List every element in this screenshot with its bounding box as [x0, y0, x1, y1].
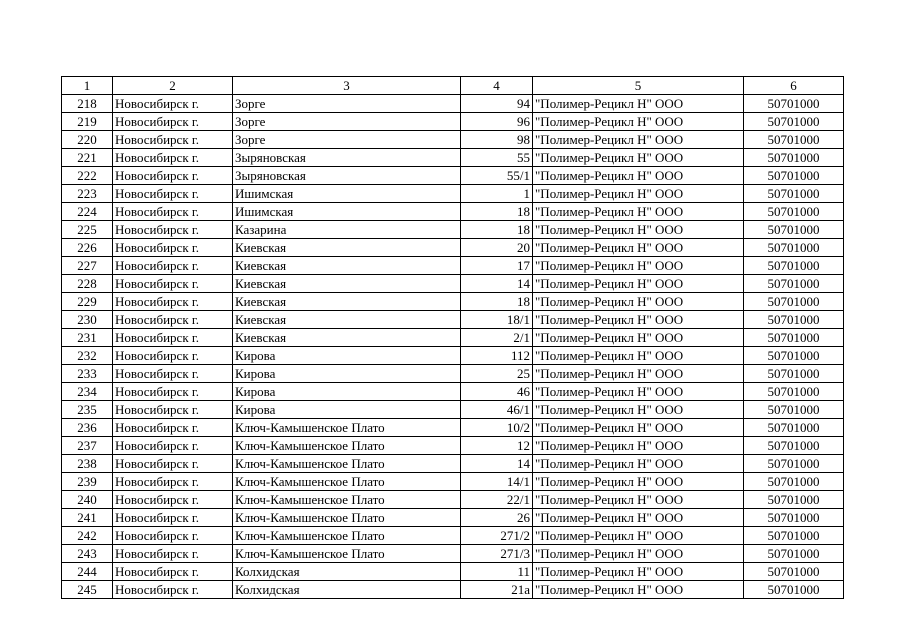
house-number-cell: 11 [461, 563, 533, 581]
house-number-cell: 18/1 [461, 311, 533, 329]
organization-cell: "Полимер-Рецикл Н" ООО [533, 221, 744, 239]
city-cell: Новосибирск г. [113, 473, 233, 491]
house-number-cell: 112 [461, 347, 533, 365]
row-number-cell: 232 [62, 347, 113, 365]
organization-cell: "Полимер-Рецикл Н" ООО [533, 401, 744, 419]
organization-cell: "Полимер-Рецикл Н" ООО [533, 167, 744, 185]
table-row [62, 581, 844, 599]
organization-cell: "Полимер-Рецикл Н" ООО [533, 239, 744, 257]
city-cell: Новосибирск г. [113, 527, 233, 545]
house-number-cell: 18 [461, 293, 533, 311]
house-number-cell: 14 [461, 455, 533, 473]
house-number-cell: 98 [461, 131, 533, 149]
oktmo-code-cell: 50701000 [744, 509, 844, 527]
oktmo-code-cell: 50701000 [744, 419, 844, 437]
street-cell: Кирова [233, 347, 461, 365]
house-number-cell: 14/1 [461, 473, 533, 491]
organization-cell: "Полимер-Рецикл Н" ООО [533, 581, 744, 599]
street-cell: Зорге [233, 113, 461, 131]
oktmo-code-cell: 50701000 [744, 455, 844, 473]
organization-cell: "Полимер-Рецикл Н" ООО [533, 563, 744, 581]
city-cell: Новосибирск г. [113, 293, 233, 311]
organization-cell: "Полимер-Рецикл Н" ООО [533, 149, 744, 167]
organization-cell: "Полимер-Рецикл Н" ООО [533, 347, 744, 365]
city-cell: Новосибирск г. [113, 401, 233, 419]
row-number-cell: 243 [62, 545, 113, 563]
oktmo-code-cell: 50701000 [744, 113, 844, 131]
row-number-cell: 234 [62, 383, 113, 401]
table-row [62, 203, 844, 221]
oktmo-code-cell: 50701000 [744, 95, 844, 113]
table-row [62, 437, 844, 455]
house-number-cell: 18 [461, 203, 533, 221]
oktmo-code-cell: 50701000 [744, 149, 844, 167]
header-col-1: 1 [62, 77, 113, 95]
street-cell: Зорге [233, 131, 461, 149]
row-number-cell: 227 [62, 257, 113, 275]
city-cell: Новосибирск г. [113, 113, 233, 131]
organization-cell: "Полимер-Рецикл Н" ООО [533, 131, 744, 149]
house-number-cell: 2/1 [461, 329, 533, 347]
table-row [62, 221, 844, 239]
city-cell: Новосибирск г. [113, 203, 233, 221]
oktmo-code-cell: 50701000 [744, 185, 844, 203]
organization-cell: "Полимер-Рецикл Н" ООО [533, 527, 744, 545]
organization-cell: "Полимер-Рецикл Н" ООО [533, 293, 744, 311]
street-cell: Казарина [233, 221, 461, 239]
city-cell: Новосибирск г. [113, 257, 233, 275]
city-cell: Новосибирск г. [113, 509, 233, 527]
row-number-cell: 240 [62, 491, 113, 509]
street-cell: Ключ-Камышенское Плато [233, 437, 461, 455]
city-cell: Новосибирск г. [113, 545, 233, 563]
table-row [62, 113, 844, 131]
table-row [62, 95, 844, 113]
organization-cell: "Полимер-Рецикл Н" ООО [533, 185, 744, 203]
house-number-cell: 46/1 [461, 401, 533, 419]
city-cell: Новосибирск г. [113, 95, 233, 113]
city-cell: Новосибирск г. [113, 581, 233, 599]
row-number-cell: 225 [62, 221, 113, 239]
organization-cell: "Полимер-Рецикл Н" ООО [533, 545, 744, 563]
city-cell: Новосибирск г. [113, 149, 233, 167]
oktmo-code-cell: 50701000 [744, 239, 844, 257]
street-cell: Ключ-Камышенское Плато [233, 455, 461, 473]
house-number-cell: 55 [461, 149, 533, 167]
table-row [62, 185, 844, 203]
street-cell: Ключ-Камышенское Плато [233, 527, 461, 545]
table-row [62, 167, 844, 185]
oktmo-code-cell: 50701000 [744, 563, 844, 581]
row-number-cell: 219 [62, 113, 113, 131]
house-number-cell: 14 [461, 275, 533, 293]
oktmo-code-cell: 50701000 [744, 581, 844, 599]
city-cell: Новосибирск г. [113, 563, 233, 581]
house-number-cell: 96 [461, 113, 533, 131]
organization-cell: "Полимер-Рецикл Н" ООО [533, 311, 744, 329]
street-cell: Киевская [233, 239, 461, 257]
header-col-3: 3 [233, 77, 461, 95]
organization-cell: "Полимер-Рецикл Н" ООО [533, 437, 744, 455]
table-row [62, 347, 844, 365]
table-row [62, 329, 844, 347]
oktmo-code-cell: 50701000 [744, 275, 844, 293]
street-cell: Киевская [233, 293, 461, 311]
table-row [62, 257, 844, 275]
oktmo-code-cell: 50701000 [744, 293, 844, 311]
address-table [61, 76, 844, 599]
house-number-cell: 18 [461, 221, 533, 239]
table-row [62, 365, 844, 383]
row-number-cell: 245 [62, 581, 113, 599]
oktmo-code-cell: 50701000 [744, 473, 844, 491]
row-number-cell: 236 [62, 419, 113, 437]
row-number-cell: 239 [62, 473, 113, 491]
row-number-cell: 229 [62, 293, 113, 311]
city-cell: Новосибирск г. [113, 491, 233, 509]
row-number-cell: 226 [62, 239, 113, 257]
house-number-cell: 10/2 [461, 419, 533, 437]
house-number-cell: 46 [461, 383, 533, 401]
table-row [62, 383, 844, 401]
table-row [62, 491, 844, 509]
table-row [62, 455, 844, 473]
city-cell: Новосибирск г. [113, 185, 233, 203]
street-cell: Колхидская [233, 563, 461, 581]
street-cell: Зыряновская [233, 149, 461, 167]
house-number-cell: 271/2 [461, 527, 533, 545]
street-cell: Ключ-Камышенское Плато [233, 473, 461, 491]
oktmo-code-cell: 50701000 [744, 329, 844, 347]
street-cell: Колхидская [233, 581, 461, 599]
house-number-cell: 22/1 [461, 491, 533, 509]
row-number-cell: 242 [62, 527, 113, 545]
house-number-cell: 17 [461, 257, 533, 275]
street-cell: Зыряновская [233, 167, 461, 185]
row-number-cell: 224 [62, 203, 113, 221]
city-cell: Новосибирск г. [113, 329, 233, 347]
city-cell: Новосибирск г. [113, 167, 233, 185]
city-cell: Новосибирск г. [113, 365, 233, 383]
city-cell: Новосибирск г. [113, 131, 233, 149]
oktmo-code-cell: 50701000 [744, 347, 844, 365]
row-number-cell: 238 [62, 455, 113, 473]
organization-cell: "Полимер-Рецикл Н" ООО [533, 257, 744, 275]
row-number-cell: 220 [62, 131, 113, 149]
oktmo-code-cell: 50701000 [744, 365, 844, 383]
organization-cell: "Полимер-Рецикл Н" ООО [533, 383, 744, 401]
city-cell: Новосибирск г. [113, 347, 233, 365]
organization-cell: "Полимер-Рецикл Н" ООО [533, 329, 744, 347]
table-row [62, 311, 844, 329]
street-cell: Ключ-Камышенское Плато [233, 491, 461, 509]
oktmo-code-cell: 50701000 [744, 491, 844, 509]
street-cell: Киевская [233, 275, 461, 293]
organization-cell: "Полимер-Рецикл Н" ООО [533, 419, 744, 437]
oktmo-code-cell: 50701000 [744, 527, 844, 545]
oktmo-code-cell: 50701000 [744, 167, 844, 185]
table-row [62, 527, 844, 545]
table-row [62, 293, 844, 311]
city-cell: Новосибирск г. [113, 221, 233, 239]
oktmo-code-cell: 50701000 [744, 383, 844, 401]
table-body [62, 77, 844, 599]
street-cell: Ключ-Камышенское Плато [233, 419, 461, 437]
organization-cell: "Полимер-Рецикл Н" ООО [533, 491, 744, 509]
table-row [62, 419, 844, 437]
organization-cell: "Полимер-Рецикл Н" ООО [533, 455, 744, 473]
street-cell: Киевская [233, 311, 461, 329]
street-cell: Зорге [233, 95, 461, 113]
city-cell: Новосибирск г. [113, 275, 233, 293]
oktmo-code-cell: 50701000 [744, 257, 844, 275]
table-header-row [62, 77, 844, 95]
house-number-cell: 55/1 [461, 167, 533, 185]
street-cell: Ишимская [233, 203, 461, 221]
row-number-cell: 233 [62, 365, 113, 383]
oktmo-code-cell: 50701000 [744, 545, 844, 563]
oktmo-code-cell: 50701000 [744, 221, 844, 239]
organization-cell: "Полимер-Рецикл Н" ООО [533, 203, 744, 221]
table-row [62, 275, 844, 293]
oktmo-code-cell: 50701000 [744, 437, 844, 455]
city-cell: Новосибирск г. [113, 437, 233, 455]
table-row [62, 401, 844, 419]
table-row [62, 131, 844, 149]
house-number-cell: 12 [461, 437, 533, 455]
street-cell: Кирова [233, 365, 461, 383]
organization-cell: "Полимер-Рецикл Н" ООО [533, 95, 744, 113]
city-cell: Новосибирск г. [113, 311, 233, 329]
organization-cell: "Полимер-Рецикл Н" ООО [533, 113, 744, 131]
house-number-cell: 26 [461, 509, 533, 527]
house-number-cell: 21а [461, 581, 533, 599]
table-row [62, 239, 844, 257]
row-number-cell: 223 [62, 185, 113, 203]
street-cell: Кирова [233, 401, 461, 419]
oktmo-code-cell: 50701000 [744, 311, 844, 329]
table-row [62, 563, 844, 581]
street-cell: Киевская [233, 329, 461, 347]
header-col-5: 5 [533, 77, 744, 95]
row-number-cell: 244 [62, 563, 113, 581]
city-cell: Новосибирск г. [113, 419, 233, 437]
table-row [62, 545, 844, 563]
row-number-cell: 235 [62, 401, 113, 419]
house-number-cell: 94 [461, 95, 533, 113]
organization-cell: "Полимер-Рецикл Н" ООО [533, 275, 744, 293]
organization-cell: "Полимер-Рецикл Н" ООО [533, 365, 744, 383]
city-cell: Новосибирск г. [113, 239, 233, 257]
table-row [62, 473, 844, 491]
city-cell: Новосибирск г. [113, 383, 233, 401]
row-number-cell: 218 [62, 95, 113, 113]
city-cell: Новосибирск г. [113, 455, 233, 473]
house-number-cell: 25 [461, 365, 533, 383]
street-cell: Кирова [233, 383, 461, 401]
row-number-cell: 221 [62, 149, 113, 167]
table-row [62, 509, 844, 527]
house-number-cell: 1 [461, 185, 533, 203]
oktmo-code-cell: 50701000 [744, 203, 844, 221]
organization-cell: "Полимер-Рецикл Н" ООО [533, 473, 744, 491]
header-col-6: 6 [744, 77, 844, 95]
street-cell: Киевская [233, 257, 461, 275]
row-number-cell: 228 [62, 275, 113, 293]
house-number-cell: 20 [461, 239, 533, 257]
header-col-4: 4 [461, 77, 533, 95]
house-number-cell: 271/3 [461, 545, 533, 563]
row-number-cell: 231 [62, 329, 113, 347]
row-number-cell: 237 [62, 437, 113, 455]
oktmo-code-cell: 50701000 [744, 131, 844, 149]
table-row [62, 149, 844, 167]
row-number-cell: 230 [62, 311, 113, 329]
organization-cell: "Полимер-Рецикл Н" ООО [533, 509, 744, 527]
street-cell: Ключ-Камышенское Плато [233, 545, 461, 563]
street-cell: Ключ-Камышенское Плато [233, 509, 461, 527]
street-cell: Ишимская [233, 185, 461, 203]
oktmo-code-cell: 50701000 [744, 401, 844, 419]
row-number-cell: 222 [62, 167, 113, 185]
row-number-cell: 241 [62, 509, 113, 527]
header-col-2: 2 [113, 77, 233, 95]
